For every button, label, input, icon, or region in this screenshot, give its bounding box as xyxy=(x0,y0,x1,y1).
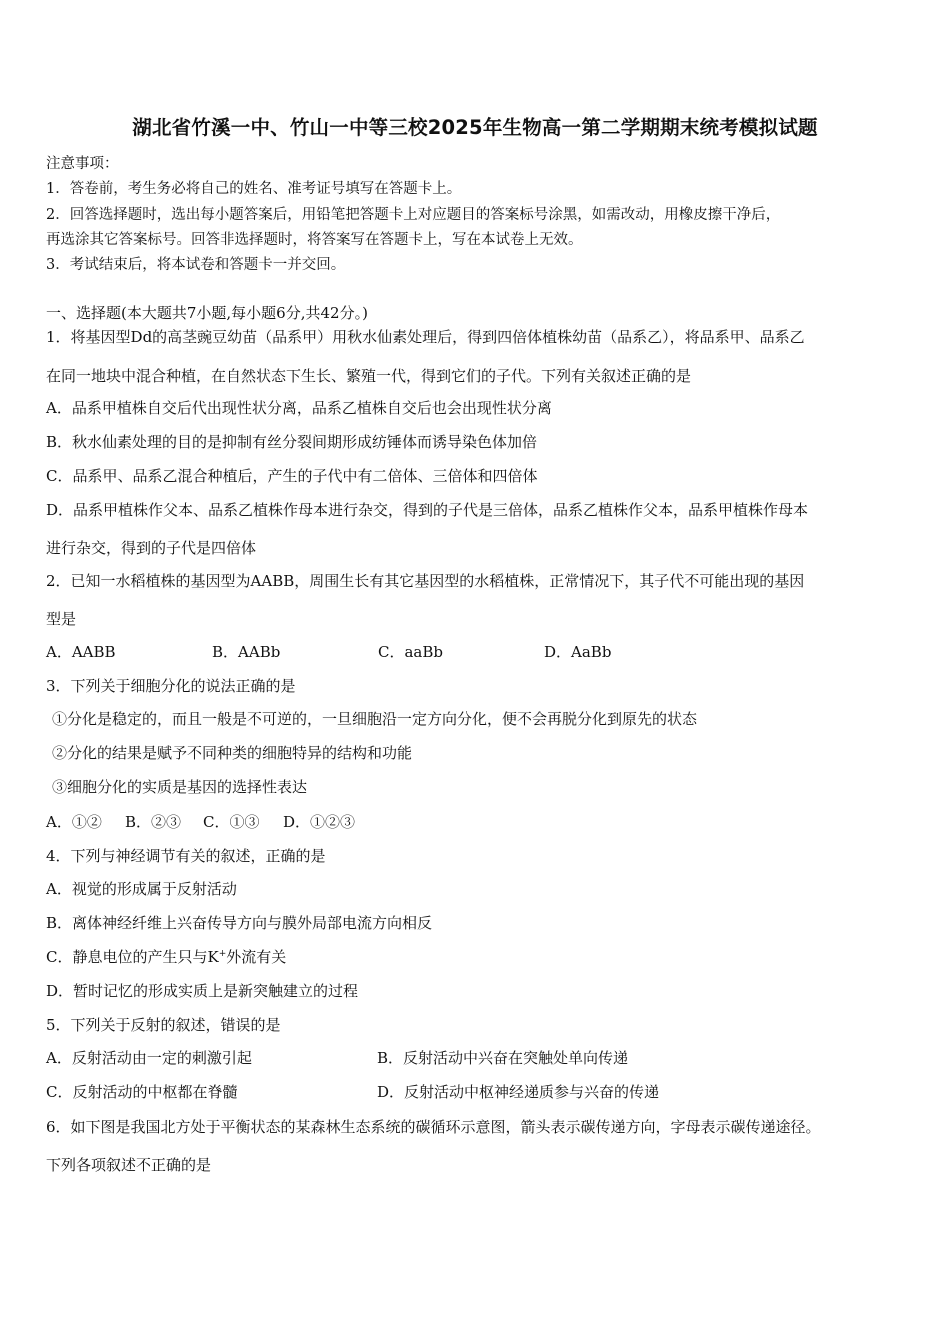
q5-stem: 5．下列关于反射的叙述，错误的是 xyxy=(46,1016,281,1034)
q5-options-row2 xyxy=(46,1081,659,1102)
q4-option-b: B．离体神经纤维上兴奋传导方向与膜外局部电流方向相反 xyxy=(46,914,433,932)
q1-option-c: C．品系甲、品系乙混合种植后，产生的子代中有二倍体、三倍体和四倍体 xyxy=(46,467,538,485)
q5-options-row1 xyxy=(46,1047,628,1068)
q4-option-d: D．暂时记忆的形成实质上是新突触建立的过程 xyxy=(46,982,359,1000)
q3-statement-3: ③细胞分化的实质是基因的选择性表达 xyxy=(52,778,308,796)
notice-item-3: 3．考试结束后，将本试卷和答题卡一并交回。 xyxy=(46,257,346,273)
q4-option-c xyxy=(46,946,286,967)
q2-option-d: D．AaBb xyxy=(544,643,612,661)
q3-options xyxy=(46,811,355,832)
q2-option-c: C．aaBb xyxy=(378,643,443,661)
q1-stem-line1: 1．将基因型Dd的高茎豌豆幼苗（品系甲）用秋水仙素处理后，得到四倍体植株幼苗（品系乙），将品系甲、品系乙 xyxy=(46,328,805,346)
notice-item-2: 2．回答选择题时，选出每小题答案后，用铅笔把答题卡上对应题目的答案标号涂黑，如需改动，用橡皮擦干净后， xyxy=(46,207,781,223)
notice-heading: 注意事项： xyxy=(46,156,119,172)
section-heading: 一、选择题(本大题共7小题,每小题6分,共42分。) xyxy=(46,304,368,322)
q4-option-c-post: 外流有关 xyxy=(226,948,287,966)
q5-option-d: D．反射活动中枢神经递质参与兴奋的传递 xyxy=(377,1083,660,1101)
q3-stem: 3．下列关于细胞分化的说法正确的是 xyxy=(46,677,296,695)
q3-statement-1: ①分化是稳定的，而且一般是不可逆的，一旦细胞沿一定方向分化，便不会再脱分化到原先的状态 xyxy=(52,710,698,728)
q5-option-b: B．反射活动中兴奋在突触处单向传递 xyxy=(377,1049,629,1067)
q1-option-d-line2: 进行杂交，得到的子代是四倍体 xyxy=(46,539,257,557)
q1-stem-line2: 在同一地块中混合种植，在自然状态下生长、繁殖一代，得到它们的子代。下列有关叙述正确的是 xyxy=(46,367,692,385)
q4-stem: 4．下列与神经调节有关的叙述，正确的是 xyxy=(46,847,326,865)
q4-option-c-pre: C．静息电位的产生只与K xyxy=(46,948,219,966)
q4-option-a: A．视觉的形成属于反射活动 xyxy=(46,880,237,898)
q4-option-c-sup: + xyxy=(218,949,227,959)
q2-stem-line1: 2．已知一水稻植株的基因型为AABB，周围生长有其它基因型的水稻植株，正常情况下，其子代不可能出现的基因 xyxy=(46,572,805,590)
q2-options xyxy=(46,641,611,662)
q2-option-a: A．AABB xyxy=(46,643,116,661)
exam-title: 湖北省竹溪一中、竹山一中等三校2025年生物高一第二学期期末统考模拟试题 xyxy=(132,116,818,139)
q3-option-c: C．①③ xyxy=(203,813,260,831)
q6-stem-line2: 下列各项叙述不正确的是 xyxy=(46,1156,212,1174)
q1-option-d-line1: D．品系甲植株作父本、品系乙植株作母本进行杂交，得到的子代是三倍体，品系乙植株作父本，品系甲植株作母本 xyxy=(46,501,809,519)
q6-stem-line1: 6．如下图是我国北方处于平衡状态的某森林生态系统的碳循环示意图，箭头表示碳传递方向，字母表示碳传递途径。 xyxy=(46,1118,821,1136)
q2-option-b: B．AABb xyxy=(212,643,281,661)
q1-option-a: A．品系甲植株自交后代出现性状分离，品系乙植株自交后也会出现性状分离 xyxy=(46,399,552,417)
notice-item-1: 1．答卷前，考生务必将自己的姓名、准考证号填写在答题卡上。 xyxy=(46,181,462,197)
notice-item-2-cont: 再选涂其它答案标号。回答非选择题时，将答案写在答题卡上，写在本试卷上无效。 xyxy=(46,232,583,248)
q1-option-b: B．秋水仙素处理的目的是抑制有丝分裂间期形成纺锤体而诱导染色体加倍 xyxy=(46,433,538,451)
q3-option-a: A．①② xyxy=(46,813,102,831)
q3-option-b: B．②③ xyxy=(125,813,182,831)
q5-option-a: A．反射活动由一定的刺激引起 xyxy=(46,1049,252,1067)
q3-statement-2: ②分化的结果是赋予不同种类的细胞特异的结构和功能 xyxy=(52,744,413,762)
q2-stem-line2: 型是 xyxy=(46,610,77,628)
q5-option-c: C．反射活动的中枢都在脊髓 xyxy=(46,1083,238,1101)
q3-option-d: D．①②③ xyxy=(283,813,356,831)
